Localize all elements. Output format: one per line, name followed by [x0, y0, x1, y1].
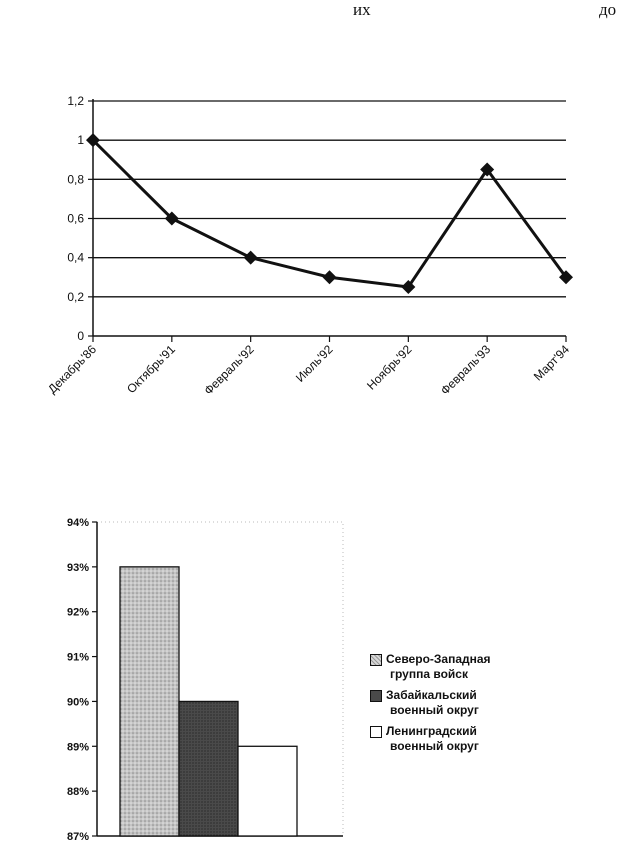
legend-label-2-line1: Ленинградский	[386, 724, 477, 738]
bar-ytick-label-0: 87%	[66, 831, 89, 843]
bar-2	[238, 746, 297, 836]
bar-1	[179, 701, 238, 836]
line-ytick-label-3: 0,6	[67, 211, 84, 226]
header-word-right: до	[599, 0, 617, 19]
bar-0	[120, 567, 179, 836]
line-xtick-label-5: Февраль'93	[437, 342, 494, 398]
line-xtick-label-4: Ноябрь'92	[364, 342, 415, 393]
line-ytick-label-1: 0,2	[67, 289, 84, 304]
bar-chart	[67, 517, 343, 843]
line-xtick-label-3: Июль'92	[293, 342, 336, 385]
bar-ytick-label-2: 89%	[66, 741, 89, 754]
legend-item-2	[370, 724, 570, 754]
line-xtick-label-2: Февраль'92	[201, 342, 257, 398]
line-chart	[45, 94, 573, 398]
bar-ytick-label-4: 91%	[66, 651, 89, 664]
line-ytick-label-6: 1,2	[67, 94, 84, 108]
line-ytick-label-5: 1	[77, 133, 84, 148]
line-ytick-label-0: 0	[77, 329, 84, 343]
line-point-2	[244, 251, 258, 265]
legend-swatch-0	[370, 654, 382, 666]
line-ytick-label-4: 0,8	[67, 172, 84, 187]
line-xtick-label-0: Декабрь'86	[45, 342, 100, 397]
bar-chart-legend	[370, 652, 570, 760]
header-word-left: их	[353, 0, 371, 19]
legend-label-2-line2: военный округ	[390, 739, 479, 753]
line-xtick-label-1: Октябрь'91	[124, 342, 178, 397]
line-xtick-label-6: Март'94	[530, 342, 573, 384]
legend-swatch-2	[370, 726, 382, 738]
bar-ytick-label-5: 92%	[66, 606, 89, 619]
bar-ytick-label-6: 93%	[66, 561, 89, 574]
legend-label-1-line2: военный округ	[390, 703, 479, 717]
line-ytick-label-2: 0,4	[67, 250, 84, 265]
legend-label-1-line1: Забайкальский	[386, 688, 477, 702]
legend-label-0-line2: группа войск	[390, 667, 468, 681]
legend-item-0	[370, 652, 570, 682]
bar-ytick-label-1: 88%	[66, 786, 89, 799]
line-point-3	[323, 270, 337, 284]
legend-item-1	[370, 688, 570, 718]
legend-label-0-line1: Северо-Западная	[386, 652, 491, 666]
line-series-path	[93, 140, 566, 287]
bar-ytick-label-7: 94%	[66, 517, 89, 529]
legend-swatch-1	[370, 690, 382, 702]
bar-ytick-label-3: 90%	[66, 696, 89, 709]
